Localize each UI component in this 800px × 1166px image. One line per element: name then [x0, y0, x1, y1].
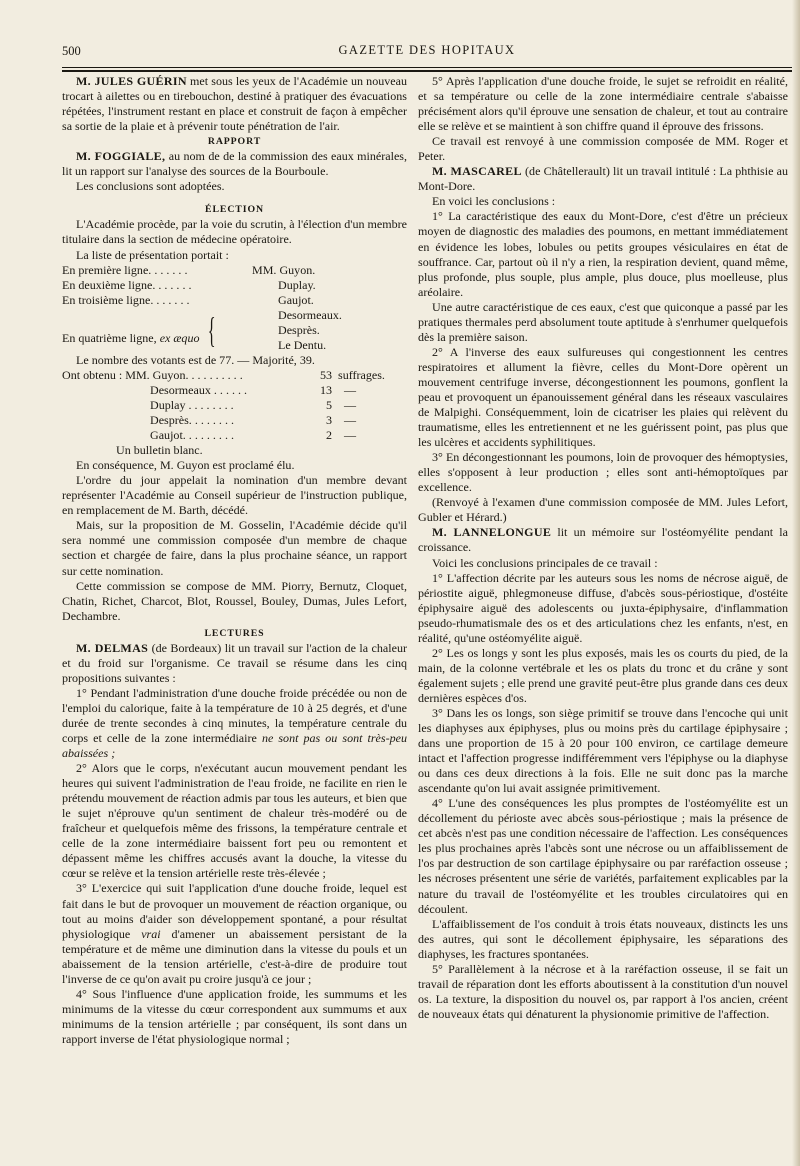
list-label: En troisième ligne. . . . . . . [62, 292, 190, 307]
conclusions-adopted: Les conclusions sont adoptées. [76, 179, 225, 194]
list-item [62, 278, 407, 293]
liste-line: La liste de présentation portait : [76, 247, 229, 262]
lannelongue-affaiblissement: L'affaiblissement de l'os conduit à trois états nouveaux, distincts les uns des autres, qui sont le décollement épiphysaire, les séparations des diaphyses, les fractures spontanées. [418, 916, 788, 961]
table-row [150, 383, 356, 398]
vote-unit: — [344, 428, 357, 443]
section-heading-lectures: LECTURES [204, 627, 265, 639]
list-label-text: En quatrième ligne, [62, 331, 157, 346]
vote-count: 53 [319, 367, 332, 382]
ont-obtenu-line [62, 368, 407, 383]
table-row [150, 413, 356, 428]
vote-name: Duplay . . . . . . . . [150, 397, 234, 412]
paragraph-text: au nom de de la commission des eaux minérales, lit un rapport sur l'analyse des sources de la Bourboule. [62, 149, 408, 179]
lannelongue-point-2: 2° Les os longs y sont les plus exposés, mais les os courts du pied, de la main, de la colonne vertébrale et les os plats du tronc et du crâne y sont également sujets ; elle prend une gravité peut-être plus grande dans ces deux dernières espèces d'os. [418, 645, 788, 705]
paragraph-text: 1° Pendant l'administration d'une douche froide précédée ou non de l'emploi du calorique, faite à la température de 10 à 25 degrés, et d'une durée de trente secondes à cinq minutes, la température centrale du corps et celle de la zone intermédiaire [62, 685, 407, 746]
mascarel-point-3: 3° En décongestionnant les poumons, loin de provoquer des hémoptysies, elles s'opposent à leur production ; elles sont anti-hémoptoïques par excellence. [418, 450, 788, 495]
speaker-name: M. MASCAREL [432, 164, 522, 179]
mascarel-autre: Une autre caractéristique de ces eaux, c'est que quiconque a passé par les pratiques thermales perd absolument toute aptitude à s'enrhumer quelquefois dès la première saison. [418, 299, 788, 344]
candidate-name: Le Dentu. [278, 337, 327, 352]
gosselin-paragraph: Mais, sur la proposition de M. Gosselin, l'Académie décide qu'il sera nommé une commission composée d'un membre de chaque section et chargée de faire, dans la plus prochaine séance, un rapport sur cette nomination. [62, 518, 407, 578]
ont-obtenu-label: Ont obtenu : MM. Guyon. . . . . . . . . . [62, 367, 243, 382]
vote-name: Desprès. . . . . . . . [150, 413, 234, 428]
paragraph-italic: vrai [141, 926, 161, 941]
list-name: Duplay. [278, 277, 316, 292]
lannelongue-point-1: 1° L'affection décrite par les auteurs sous les noms de nécrose aiguë, de périostite aiguë, phlegmoneuse diffuse, d'abcès sous-périostique, d'ostéite épiphysaire aiguë des adolescents ou juxta-épiphysaire, d'inflammation pseudo-rhumatismale des os et des articulations chez les enfants, n'est, en réalité, qu'une ostéomyélite aiguë. [418, 570, 788, 645]
table-row [150, 428, 356, 443]
list-item [62, 308, 407, 353]
vote-unit: suffrages. [338, 367, 385, 382]
page-header [62, 40, 792, 64]
list-label-italic: ex æquo [159, 331, 200, 346]
delmas-point-5: 5° Après l'application d'une douche froide, le sujet se refroidit en réalité, et sa température ou celle de la zone intermédiaire centrale s'abaisse précisément alors qu'il éprouve une sensation de chaleur, et tout au contraire elle se relève et se maintient à son chiffre quand il éprouve des frissons. [418, 74, 788, 134]
paragraph-text: 3° L'exercice qui suit l'application d'une douche froide, lequel est fait dans le but de provoquer un mouvement de réaction organique, ou tout au moins d'aider son développement spontané, a pour résultat physiologique [62, 881, 407, 941]
list-item [62, 293, 407, 308]
renvoye-paragraph: Ce travail est renvoyé à une commission composée de MM. Roger et Peter. [418, 134, 788, 164]
page-edge-shadow [792, 0, 800, 1166]
right-column [418, 74, 788, 1022]
mascarel-paragraph [418, 164, 788, 194]
section-heading-rapport: RAPPORT [207, 136, 262, 148]
lannelongue-paragraph [418, 525, 788, 555]
left-column [62, 74, 407, 1047]
list-label: En première ligne. . . . . . . [62, 262, 188, 277]
list-label: En deuxième ligne. . . . . . . [62, 277, 192, 292]
speaker-name: M. DELMAS [76, 640, 149, 655]
paragraph-text: lit un mémoire sur l'ostéomyélite pendant la croissance. [418, 525, 788, 555]
lannelongue-point-5: 5° Parallèlement à la nécrose et à la raréfaction osseuse, il se fait un travail de réparation dont les efforts aboutissent à la constitution d'un nouvel os. La texture, la disposition du nouvel os, par rapport à l'os ancien, créent de nouveaux états qui dénaturent la physionomie primitive de l'affection. [418, 961, 788, 1021]
paragraph-text: met sous les yeux de l'Académie un nouveau trocart à ailettes ou en tirebouchon, destiné à pratiquer des évacuations répétées, l'instrument restant en place et construit de façon à empêcher sa sortie de la plaie et à prévenir toute pénétration de l'air. [62, 74, 407, 134]
delmas-point-1 [62, 686, 407, 761]
commission-paragraph: Cette commission se compose de MM. Piorry, Bernutz, Cloquet, Chatin, Richet, Charcot, Blot, Roussel, Bouley, Dumas, Jules Lefort, Dechambre. [62, 578, 407, 623]
ordre-du-jour-paragraph: L'ordre du jour appelait la nomination d'un membre devant représenter l'Académie au Conseil supérieur de l'instruction publique, en remplacement de M. Barth, décédé. [62, 473, 407, 518]
journal-title: GAZETTE DES HOPITAUX [338, 43, 516, 57]
vote-unit: — [344, 382, 357, 397]
section-heading-election: ÉLECTION [205, 204, 264, 216]
vote-count: 13 [319, 382, 332, 397]
mascarel-point-1: 1° La caractéristique des eaux du Mont-Dore, c'est d'être un précieux moyen de diagnostic des maladies des poumons, en mettant immédiatement en évidence les lobes, lobules ou petits groupes vésiculaires en état de souffrance. Car, partout où il n'y a rien, la respiration devient, quand même, plus profonde, plus souple, plus ample, plus douce, plus moelleuse, plus aréolaire. [418, 209, 788, 299]
page-number: 500 [62, 44, 81, 58]
election-paragraph: L'Académie procède, par la voie du scrutin, à l'élection d'un membre titulaire dans la section de médecine opératoire. [62, 217, 407, 247]
speaker-name: M. LANNELONGUE [432, 525, 552, 540]
paragraph-text: (de Bordeaux) lit un travail sur l'action de la chaleur et du froid sur l'organisme. Ce travail se résume dans les cinq propositions suivantes : [62, 640, 407, 685]
vote-count: 5 [325, 397, 332, 412]
paragraph-text: (de Châtellerault) lit un travail intitulé : La phthisie au Mont-Dore. [418, 164, 788, 194]
candidate-list [62, 263, 407, 353]
vote-unit: — [344, 397, 357, 412]
delmas-point-2: 2° Alors que le corps, n'exécutant aucun mouvement pendant les heures qui suivent l'administration de l'eau froide, ne facilite en rien le prétendu mouvement de réaction admis par tous les auteurs, et bien que le sujet n'éprouve qu'un sentiment de chaleur très-modéré ou de fraîcheur et quelquefois même des frissons, la température centrale et celle de la zone intermédiaire baissent fort peu ou remontent et dépassent même les chiffres accusés avant la douche, la vitesse du cœur se relève et la tension artérielle reste très-élevée ; [62, 761, 407, 881]
delmas-paragraph [62, 641, 407, 686]
guerin-paragraph [62, 74, 407, 134]
candidate-name: Desprès. [278, 322, 320, 337]
vote-count: 2 [325, 428, 332, 443]
list-label [62, 308, 252, 353]
foggiale-paragraph [62, 149, 407, 179]
list-name [252, 308, 407, 353]
table-row [150, 398, 356, 413]
lannelongue-point-3: 3° Dans les os longs, son siège primitif se trouve dans l'encoche qui unit les diaphyses aux épiphyses, plus ou moins près du cartilage épiphysaire ; dans une proportion de 15 à 20 pour 100 environ, ce cartilage demeure intact et l'affection progresse indifféremment vers l'épiphyse ou la diaphyse ou dans ces deux directions à la fois. Elle ne suit donc pas la marche ascendante qu'on lui avait assignée primitivement. [418, 705, 788, 796]
header-rule-thin [62, 67, 794, 68]
bulletin-blanc: Un bulletin blanc. [116, 443, 203, 458]
paragraph-italic: ne sont pas ou sont très-peu abaissées ; [62, 731, 407, 761]
lannelongue-intro: Voici les conclusions principales de ce travail : [432, 555, 658, 570]
speaker-name: M. JULES GUÉRIN [76, 74, 187, 88]
vote-name: Gaujot. . . . . . . . . [150, 428, 234, 443]
list-name: Gaujot. [278, 292, 314, 307]
brace-glyph: { [207, 310, 216, 351]
header-rule-thick [62, 70, 794, 72]
candidate-name: Desormeaux. [278, 307, 342, 322]
votants-line: Le nombre des votants est de 77. — Majorité, 39. [76, 352, 315, 367]
vote-name: Desormeaux . . . . . . [150, 382, 248, 397]
consequence-line: En conséquence, M. Guyon est proclamé élu. [76, 458, 295, 473]
conclusions-intro: En voici les conclusions : [432, 194, 556, 209]
speaker-name: M. FOGGIALE, [76, 149, 166, 164]
mascarel-renvoye: (Renvoyé à l'examen d'une commission composée de MM. Jules Lefort, Gubler et Hérard.) [418, 495, 788, 525]
list-item [62, 263, 407, 278]
paragraph-text: d'amener un abaissement persistant de la température et de même une diminution dans la vitesse du pouls et un abaissement de la tension artérielle, c'est-à-dire de produire tout l'inverse de ce qu'on avait pu croire jusqu'à ce jour ; [62, 926, 408, 986]
vote-count: 3 [325, 413, 332, 428]
mascarel-point-2: 2° A l'inverse des eaux sulfureuses qui congestionnent les centres respiratoires et allument la fièvre, celles du Mont-Dore opèrent un mouvement centrifuge inverse, décongestionnent les poumons, gonflent la peau et provoquent un épanouissement général dans les réseaux vasculaires de Malpighi. Conséquemment, loin de cicatriser les plaies qui relèvent du traumatisme, elles les entretiennent et ne les guérissent point, pas plus que les ulcères et accidents syphilitiques. [418, 344, 788, 450]
delmas-point-3 [62, 881, 407, 986]
list-name: MM. Guyon. [252, 262, 316, 277]
delmas-point-4: 4° Sous l'influence d'une application froide, les summums et les minimums de la vitesse du cœur correspondent aux summums et aux minimums de la tension artérielle ; par conséquent, ils sont dans un rapport inverse de l'état physiologique normal ; [62, 986, 407, 1046]
vote-unit: — [344, 413, 357, 428]
votes-table [150, 383, 356, 443]
lannelongue-point-4: 4° L'une des conséquences les plus promptes de l'ostéomyélite est un décollement du périoste avec abcès sous-périostique ; mais la présence de cet abcès n'est pas une condition nécessaire de l'affection. Les conséquences les plus prochaines après l'abcès sont une nécrose ou un affaiblissement de l'os par destruction de son cartilage épiphysaire ou par raréfaction osseuse ; les nécroses présentent une série de variétés, parfaitement explicables par la nature du travail de l'ostéomyélite et les troubles circulatoires qui en découlent. [418, 796, 788, 916]
